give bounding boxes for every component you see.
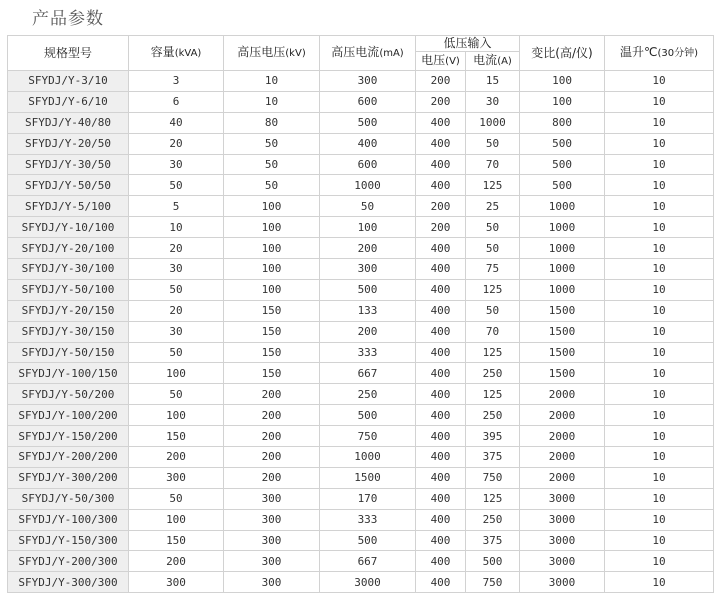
header-hv-current-unit: (mA): [379, 48, 404, 59]
cell-hv-voltage: 150: [224, 342, 320, 363]
cell-model: SFYDJ/Y-50/300: [8, 488, 129, 509]
table-row: [8, 259, 714, 280]
table-row: [8, 300, 714, 321]
cell-temp-rise: 10: [605, 551, 714, 572]
cell-ratio: 3000: [520, 530, 605, 551]
cell-lv-voltage: 400: [416, 342, 466, 363]
cell-hv-current: 200: [320, 321, 416, 342]
cell-capacity: 40: [129, 112, 224, 133]
header-lv-input: 低压输入: [416, 36, 520, 52]
cell-temp-rise: 10: [605, 133, 714, 154]
cell-model: SFYDJ/Y-20/150: [8, 300, 129, 321]
cell-hv-voltage: 150: [224, 321, 320, 342]
cell-capacity: 150: [129, 530, 224, 551]
cell-model: SFYDJ/Y-30/100: [8, 259, 129, 280]
cell-ratio: 1500: [520, 321, 605, 342]
cell-hv-current: 300: [320, 71, 416, 92]
header-hv-current-label: 高压电流: [331, 45, 380, 59]
cell-capacity: 100: [129, 405, 224, 426]
table-row: [8, 238, 714, 259]
header-lv-voltage-unit: (V): [445, 56, 460, 67]
cell-model: SFYDJ/Y-50/150: [8, 342, 129, 363]
cell-hv-voltage: 10: [224, 91, 320, 112]
cell-ratio: 3000: [520, 488, 605, 509]
cell-hv-voltage: 80: [224, 112, 320, 133]
cell-temp-rise: 10: [605, 321, 714, 342]
cell-hv-current: 600: [320, 154, 416, 175]
cell-temp-rise: 10: [605, 217, 714, 238]
cell-hv-current: 200: [320, 238, 416, 259]
cell-capacity: 20: [129, 133, 224, 154]
table-row: [8, 447, 714, 468]
header-model-label: 规格型号: [43, 45, 92, 60]
cell-model: SFYDJ/Y-10/100: [8, 217, 129, 238]
cell-lv-voltage: 400: [416, 238, 466, 259]
header-capacity-label: 容量: [150, 45, 175, 59]
table-row: [8, 384, 714, 405]
cell-temp-rise: 10: [605, 363, 714, 384]
cell-temp-rise: 10: [605, 405, 714, 426]
cell-lv-voltage: 400: [416, 405, 466, 426]
header-lv-voltage-label: 电压: [421, 53, 446, 67]
cell-lv-voltage: 400: [416, 175, 466, 196]
cell-hv-current: 500: [320, 530, 416, 551]
header-temp-rise-unit: (30分钟): [657, 48, 699, 59]
cell-capacity: 30: [129, 154, 224, 175]
cell-ratio: 1000: [520, 217, 605, 238]
cell-hv-current: 750: [320, 426, 416, 447]
cell-hv-current: 400: [320, 133, 416, 154]
cell-hv-voltage: 200: [224, 426, 320, 447]
cell-ratio: 1500: [520, 363, 605, 384]
cell-temp-rise: 10: [605, 196, 714, 217]
cell-hv-current: 3000: [320, 572, 416, 593]
cell-temp-rise: 10: [605, 447, 714, 468]
cell-hv-current: 1500: [320, 467, 416, 488]
table-row: [8, 154, 714, 175]
cell-lv-current: 250: [466, 363, 520, 384]
cell-hv-current: 100: [320, 217, 416, 238]
cell-hv-voltage: 300: [224, 530, 320, 551]
cell-lv-voltage: 400: [416, 384, 466, 405]
header-lv-current: [466, 52, 520, 71]
cell-hv-voltage: 200: [224, 467, 320, 488]
cell-lv-voltage: 400: [416, 488, 466, 509]
cell-lv-voltage: 400: [416, 447, 466, 468]
cell-lv-voltage: 400: [416, 572, 466, 593]
header-lv-current-unit: (A): [497, 56, 512, 67]
table-row: [8, 530, 714, 551]
cell-lv-voltage: 400: [416, 154, 466, 175]
cell-model: SFYDJ/Y-150/200: [8, 426, 129, 447]
cell-lv-current: 500: [466, 551, 520, 572]
cell-hv-current: 500: [320, 112, 416, 133]
table-row: [8, 426, 714, 447]
cell-ratio: 100: [520, 71, 605, 92]
table-row: [8, 363, 714, 384]
cell-capacity: 3: [129, 71, 224, 92]
cell-temp-rise: 10: [605, 342, 714, 363]
cell-lv-current: 25: [466, 196, 520, 217]
cell-temp-rise: 10: [605, 259, 714, 280]
header-temp-rise: [605, 36, 714, 71]
cell-ratio: 2000: [520, 405, 605, 426]
header-hv-current: [320, 36, 416, 71]
table-row: [8, 112, 714, 133]
cell-hv-voltage: 100: [224, 196, 320, 217]
cell-temp-rise: 10: [605, 279, 714, 300]
cell-hv-voltage: 100: [224, 217, 320, 238]
cell-model: SFYDJ/Y-150/300: [8, 530, 129, 551]
cell-ratio: 100: [520, 91, 605, 112]
cell-lv-voltage: 200: [416, 196, 466, 217]
cell-hv-current: 500: [320, 405, 416, 426]
cell-temp-rise: 10: [605, 572, 714, 593]
cell-model: SFYDJ/Y-200/300: [8, 551, 129, 572]
cell-capacity: 50: [129, 342, 224, 363]
table-row: [8, 196, 714, 217]
cell-capacity: 30: [129, 259, 224, 280]
cell-capacity: 20: [129, 300, 224, 321]
cell-model: SFYDJ/Y-100/200: [8, 405, 129, 426]
cell-model: SFYDJ/Y-6/10: [8, 91, 129, 112]
cell-ratio: 500: [520, 154, 605, 175]
cell-model: SFYDJ/Y-30/50: [8, 154, 129, 175]
cell-hv-voltage: 50: [224, 175, 320, 196]
product-parameter-table-wrapper: [7, 35, 714, 593]
cell-ratio: 1000: [520, 279, 605, 300]
cell-lv-current: 125: [466, 488, 520, 509]
cell-lv-current: 395: [466, 426, 520, 447]
cell-ratio: 3000: [520, 509, 605, 530]
header-capacity-unit: (kVA): [174, 48, 202, 59]
cell-model: SFYDJ/Y-30/150: [8, 321, 129, 342]
cell-capacity: 6: [129, 91, 224, 112]
cell-hv-voltage: 200: [224, 447, 320, 468]
cell-model: SFYDJ/Y-20/100: [8, 238, 129, 259]
cell-capacity: 300: [129, 467, 224, 488]
cell-hv-current: 50: [320, 196, 416, 217]
table-row: [8, 405, 714, 426]
cell-ratio: 1000: [520, 259, 605, 280]
header-model: [8, 36, 129, 71]
cell-capacity: 150: [129, 426, 224, 447]
cell-hv-current: 170: [320, 488, 416, 509]
cell-temp-rise: 10: [605, 384, 714, 405]
table-row: [8, 91, 714, 112]
cell-temp-rise: 10: [605, 488, 714, 509]
cell-lv-voltage: 400: [416, 321, 466, 342]
cell-hv-voltage: 100: [224, 238, 320, 259]
cell-lv-current: 375: [466, 447, 520, 468]
table-row: [8, 217, 714, 238]
header-hv-voltage-unit: (kV): [285, 48, 306, 59]
cell-capacity: 50: [129, 384, 224, 405]
cell-hv-current: 250: [320, 384, 416, 405]
cell-hv-voltage: 150: [224, 363, 320, 384]
cell-ratio: 1000: [520, 238, 605, 259]
cell-lv-current: 125: [466, 342, 520, 363]
header-lv-voltage: [416, 52, 466, 71]
table-row: [8, 279, 714, 300]
cell-hv-current: 500: [320, 279, 416, 300]
cell-lv-voltage: 400: [416, 363, 466, 384]
cell-capacity: 300: [129, 572, 224, 593]
cell-lv-voltage: 200: [416, 91, 466, 112]
cell-capacity: 50: [129, 279, 224, 300]
cell-hv-current: 1000: [320, 447, 416, 468]
cell-ratio: 2000: [520, 447, 605, 468]
cell-lv-voltage: 400: [416, 300, 466, 321]
cell-hv-current: 600: [320, 91, 416, 112]
cell-hv-current: 333: [320, 342, 416, 363]
cell-ratio: 1500: [520, 342, 605, 363]
cell-capacity: 30: [129, 321, 224, 342]
cell-lv-voltage: 400: [416, 112, 466, 133]
cell-temp-rise: 10: [605, 71, 714, 92]
cell-temp-rise: 10: [605, 467, 714, 488]
cell-lv-current: 125: [466, 175, 520, 196]
cell-lv-current: 50: [466, 300, 520, 321]
cell-model: SFYDJ/Y-20/50: [8, 133, 129, 154]
cell-lv-voltage: 400: [416, 467, 466, 488]
cell-ratio: 2000: [520, 426, 605, 447]
page-title: 产品参数: [32, 9, 104, 29]
table-row: [8, 572, 714, 593]
cell-lv-current: 125: [466, 384, 520, 405]
header-temp-rise-label: 温升℃: [620, 45, 658, 59]
header-hv-voltage: [224, 36, 320, 71]
cell-lv-voltage: 400: [416, 279, 466, 300]
cell-lv-voltage: 400: [416, 133, 466, 154]
cell-hv-voltage: 300: [224, 551, 320, 572]
cell-capacity: 50: [129, 175, 224, 196]
cell-lv-current: 250: [466, 509, 520, 530]
cell-temp-rise: 10: [605, 426, 714, 447]
table-row: [8, 133, 714, 154]
cell-model: SFYDJ/Y-3/10: [8, 71, 129, 92]
cell-ratio: 3000: [520, 551, 605, 572]
cell-lv-current: 70: [466, 154, 520, 175]
cell-temp-rise: 10: [605, 509, 714, 530]
cell-hv-current: 133: [320, 300, 416, 321]
cell-temp-rise: 10: [605, 300, 714, 321]
product-parameter-table: [7, 35, 714, 593]
cell-ratio: 1000: [520, 196, 605, 217]
cell-hv-voltage: 50: [224, 154, 320, 175]
table-header: [8, 36, 714, 71]
cell-model: SFYDJ/Y-5/100: [8, 196, 129, 217]
cell-hv-voltage: 100: [224, 259, 320, 280]
header-hv-voltage-label: 高压电压: [237, 45, 286, 59]
cell-ratio: 500: [520, 133, 605, 154]
cell-temp-rise: 10: [605, 530, 714, 551]
cell-lv-current: 50: [466, 217, 520, 238]
cell-model: SFYDJ/Y-200/200: [8, 447, 129, 468]
cell-capacity: 100: [129, 509, 224, 530]
cell-capacity: 50: [129, 488, 224, 509]
cell-capacity: 10: [129, 217, 224, 238]
cell-hv-current: 333: [320, 509, 416, 530]
table-row: [8, 175, 714, 196]
cell-hv-voltage: 200: [224, 405, 320, 426]
cell-capacity: 200: [129, 551, 224, 572]
header-lv-current-label: 电流: [473, 53, 498, 67]
cell-temp-rise: 10: [605, 238, 714, 259]
cell-lv-current: 50: [466, 133, 520, 154]
cell-lv-current: 15: [466, 71, 520, 92]
cell-ratio: 500: [520, 175, 605, 196]
cell-hv-current: 667: [320, 363, 416, 384]
cell-hv-voltage: 300: [224, 509, 320, 530]
table-row: [8, 551, 714, 572]
cell-ratio: 2000: [520, 384, 605, 405]
cell-lv-voltage: 200: [416, 71, 466, 92]
cell-lv-current: 250: [466, 405, 520, 426]
cell-hv-voltage: 50: [224, 133, 320, 154]
cell-lv-voltage: 400: [416, 530, 466, 551]
cell-capacity: 100: [129, 363, 224, 384]
header-ratio: 变比(高/仪): [520, 36, 605, 71]
table-row: [8, 509, 714, 530]
cell-hv-current: 1000: [320, 175, 416, 196]
cell-lv-current: 1000: [466, 112, 520, 133]
cell-lv-voltage: 400: [416, 259, 466, 280]
cell-model: SFYDJ/Y-40/80: [8, 112, 129, 133]
cell-lv-voltage: 400: [416, 551, 466, 572]
cell-model: SFYDJ/Y-300/200: [8, 467, 129, 488]
cell-temp-rise: 10: [605, 112, 714, 133]
cell-model: SFYDJ/Y-300/300: [8, 572, 129, 593]
cell-model: SFYDJ/Y-50/200: [8, 384, 129, 405]
cell-lv-voltage: 200: [416, 217, 466, 238]
cell-lv-current: 125: [466, 279, 520, 300]
cell-hv-voltage: 300: [224, 572, 320, 593]
table-row: [8, 321, 714, 342]
cell-hv-voltage: 300: [224, 488, 320, 509]
cell-lv-current: 750: [466, 572, 520, 593]
table-body: [8, 71, 714, 593]
table-row: [8, 467, 714, 488]
cell-lv-current: 75: [466, 259, 520, 280]
table-row: [8, 71, 714, 92]
cell-model: SFYDJ/Y-50/100: [8, 279, 129, 300]
cell-lv-current: 750: [466, 467, 520, 488]
cell-ratio: 2000: [520, 467, 605, 488]
cell-model: SFYDJ/Y-100/300: [8, 509, 129, 530]
cell-ratio: 1500: [520, 300, 605, 321]
cell-capacity: 20: [129, 238, 224, 259]
cell-lv-voltage: 400: [416, 509, 466, 530]
cell-lv-voltage: 400: [416, 426, 466, 447]
cell-hv-current: 667: [320, 551, 416, 572]
cell-model: SFYDJ/Y-100/150: [8, 363, 129, 384]
cell-capacity: 5: [129, 196, 224, 217]
cell-ratio: 3000: [520, 572, 605, 593]
cell-lv-current: 375: [466, 530, 520, 551]
cell-hv-voltage: 150: [224, 300, 320, 321]
cell-temp-rise: 10: [605, 154, 714, 175]
cell-hv-voltage: 100: [224, 279, 320, 300]
cell-capacity: 200: [129, 447, 224, 468]
cell-temp-rise: 10: [605, 175, 714, 196]
header-capacity: [129, 36, 224, 71]
cell-hv-voltage: 10: [224, 71, 320, 92]
cell-lv-current: 70: [466, 321, 520, 342]
cell-hv-current: 300: [320, 259, 416, 280]
table-row: [8, 488, 714, 509]
table-row: [8, 342, 714, 363]
cell-model: SFYDJ/Y-50/50: [8, 175, 129, 196]
cell-hv-voltage: 200: [224, 384, 320, 405]
cell-lv-current: 30: [466, 91, 520, 112]
cell-lv-current: 50: [466, 238, 520, 259]
cell-ratio: 800: [520, 112, 605, 133]
cell-temp-rise: 10: [605, 91, 714, 112]
